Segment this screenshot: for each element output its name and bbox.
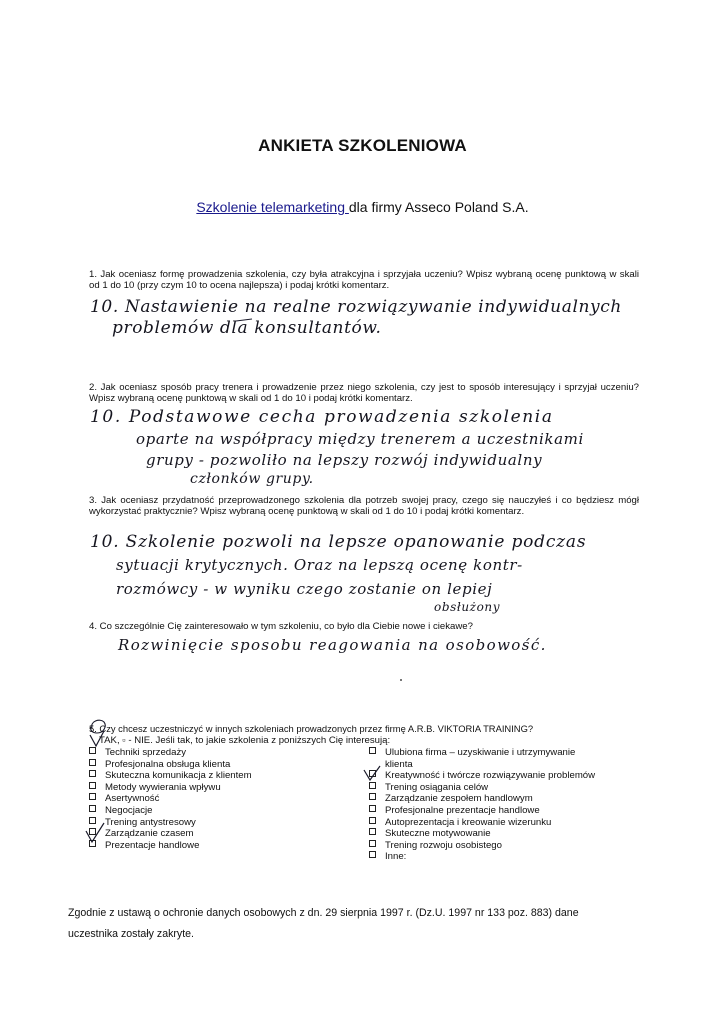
answer-3-line-4: obsłużony (434, 600, 501, 614)
answer-3-line-1: 10. Szkolenie pozwoli na lepsze opanowanie podczas (90, 532, 587, 552)
option-row[interactable]: Inne: (369, 851, 595, 863)
answer-1-line-1: 10. Nastawienie na realne rozwiązywanie indywidualnych (90, 297, 622, 317)
question-5: 5. Czy chcesz uczestniczyć w innych szkoleniach prowadzonych przez firmę A.R.B. VIKTORIA TRAINING? (89, 723, 534, 734)
answer-4-line-1: Rozwinięcie sposobu reagowania na osobowość. (118, 636, 547, 654)
option-row[interactable]: Skuteczna komunikacja z klientem (89, 770, 252, 782)
question-2: 2. Jak oceniasz sposób pracy trenera i prowadzenie przez niego szkolenia, czy jest to sposób interesujący i sprzyjał uczeniu? Wpisz wybraną ocenę punktową w skali od 1 do 10 i podaj krótki komentarz. (89, 382, 639, 404)
option-row[interactable]: Zarządzanie zespołem handlowym (369, 793, 595, 805)
answer-3-line-3: rozmówcy - w wyniku czego zostanie on lepiej (116, 580, 493, 598)
option-row[interactable]: Trening antystresowy (89, 817, 252, 829)
q5-yes-no-line: TAK, ▫ - NIE. Jeśli tak, to jakie szkolenia z poniższych Cię interesują: (99, 735, 391, 746)
pen-stroke (236, 319, 252, 321)
answer-2-line-2: oparte na współpracy między trenerem a uczestnikami (136, 430, 584, 448)
option-row[interactable]: Metody wywierania wpływu (89, 782, 252, 794)
footer-note (68, 903, 628, 945)
document-title: ANKIETA SZKOLENIOWA (258, 136, 467, 155)
answer-2-line-3: grupy - pozwoliło na lepszy rozwój indywidualny (146, 451, 543, 469)
question-4: 4. Co szczególnie Cię zainteresowało w tym szkoleniu, co było dla Ciebie nowe i ciekawe? (89, 621, 473, 632)
check-mark-kreatywnosc (364, 766, 380, 780)
answer-1-line-2: problemów dla konsultantów. (112, 318, 382, 338)
option-row[interactable]: Asertywność (89, 793, 252, 805)
option-row[interactable]: Ulubiona firma – uzyskiwanie i utrzymywanie (369, 747, 595, 759)
option-row[interactable]: Prezentacje handlowe (89, 840, 252, 852)
option-row[interactable]: Trening osiągania celów (369, 782, 595, 794)
check-mark-zarzadzanie-czasem (86, 823, 104, 842)
answer-2-line-4: członków grupy. (190, 471, 314, 487)
footer-line-2: uczestnika zostały zakryte. (68, 928, 194, 940)
footer-line-1: Zgodnie z ustawą o ochronie danych osobowych z dn. 29 sierpnia 1997 r. (Dz.U. 1997 nr 133 poz. 883) dane (68, 907, 579, 919)
option-row-continuation: klienta (385, 758, 413, 770)
option-row[interactable]: Skuteczne motywowanie (369, 828, 595, 840)
option-row[interactable]: Negocjacje (89, 805, 252, 817)
option-row[interactable]: Zarządzanie czasem (89, 828, 252, 840)
subtitle-rest: dla firmy Asseco Poland S.A. (348, 199, 529, 215)
circle-mark (91, 720, 105, 733)
subtitle-link[interactable]: Szkolenie telemarketing (196, 199, 349, 215)
option-row[interactable]: Profesjonalne prezentacje handlowe (369, 805, 595, 817)
option-row[interactable]: Profesjonalna obsługa klienta (89, 759, 252, 771)
option-row[interactable]: Trening rozwoju osobistego (369, 840, 595, 852)
question-3: 3. Jak oceniasz przydatność przeprowadzonego szkolenia dla potrzeb swojej pracy, czego się nauczyłeś i co będziesz mógł wykorzystać praktycznie? Wpisz wybraną ocenę punktową w skali od 1 do 10 i podaj krótki komentarz. (89, 495, 639, 517)
answer-3-line-2: sytuacji krytycznych. Oraz na lepszą ocenę kontr- (116, 556, 523, 574)
answer-2-line-1: 10. Podstawowe cecha prowadzenia szkolenia (90, 407, 554, 427)
option-row[interactable]: Techniki sprzedaży (89, 747, 252, 759)
question-1: 1. Jak oceniasz formę prowadzenia szkolenia, czy była atrakcyjna i sprzyjała uczeniu? Wpisz wybraną ocenę punktową w skali od 1 do 10 (przy czym 10 to ocena najlepsza) i podaj krótki komentarz. (89, 269, 639, 291)
option-row[interactable]: Autoprezentacja i kreowanie wizerunku (369, 817, 595, 829)
option-row[interactable]: Kreatywność i twórcze rozwiązywanie problemów (369, 770, 595, 782)
